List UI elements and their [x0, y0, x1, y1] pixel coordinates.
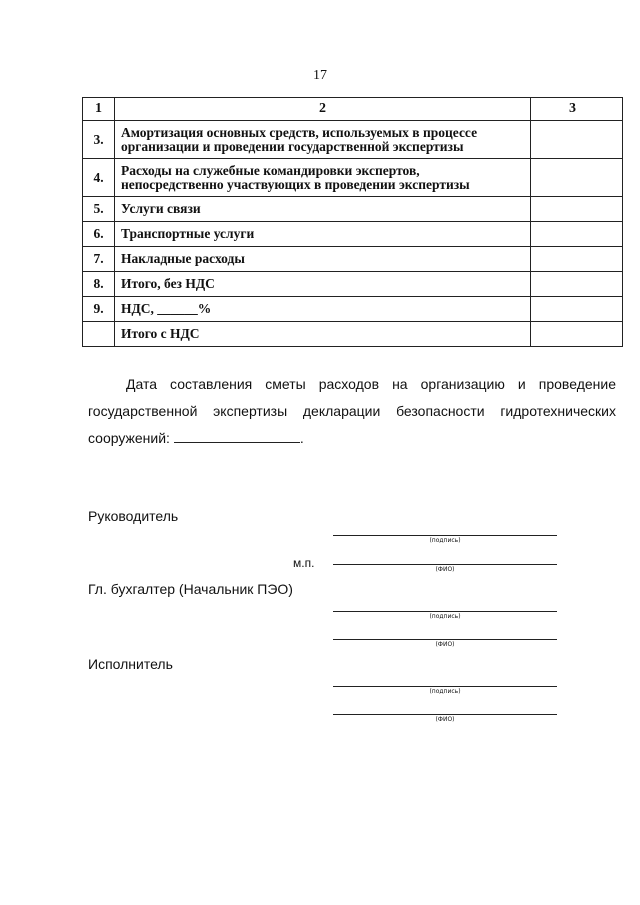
row-number: 3. [83, 121, 115, 159]
table-row [83, 272, 623, 297]
estimate-date-paragraph [88, 371, 616, 452]
row-name: Итого, без НДС [115, 272, 531, 297]
paragraph-word: сметы [265, 376, 306, 392]
row-name: Итого с НДС [115, 322, 531, 347]
manager-name-caption: (ФИО) [435, 566, 455, 573]
table-row [83, 322, 623, 347]
paragraph-word: проведение [538, 376, 616, 392]
accountant-label: Гл. бухгалтер (Начальник ПЭО) [88, 581, 293, 597]
paragraph-line-2 [88, 398, 616, 425]
row-value [531, 247, 623, 272]
row-value [531, 159, 623, 197]
header-col-2: 2 [115, 98, 531, 121]
row-name: Накладные расходы [115, 247, 531, 272]
paragraph-period: . [299, 430, 304, 446]
executor-signature-caption: (подпись) [429, 688, 461, 695]
row-value [531, 222, 623, 247]
table-row [83, 222, 623, 247]
paragraph-word: на [392, 376, 408, 392]
row-name: Расходы на служебные командировки экспертов, непосредственно участвующих в проведении экспертизы [115, 159, 531, 197]
table-row [83, 297, 623, 322]
paragraph-word: декларации [302, 403, 381, 419]
row-number: 5. [83, 197, 115, 222]
row-number: 7. [83, 247, 115, 272]
paragraph-word: организацию [420, 376, 505, 392]
cost-estimate-table [82, 97, 623, 347]
header-col-1: 1 [83, 98, 115, 121]
paragraph-line-1 [88, 371, 616, 398]
row-name: Амортизация основных средств, используемых в процессе организации и проведении государственной экспертизы [115, 121, 531, 159]
page-number: 17 [313, 68, 327, 83]
executor-name-caption: (ФИО) [435, 716, 455, 723]
paragraph-word: Дата [126, 376, 158, 392]
accountant-name-line[interactable] [333, 639, 557, 640]
paragraph-word: сооружений: [88, 430, 170, 446]
accountant-name-caption: (ФИО) [435, 641, 455, 648]
row-value [531, 322, 623, 347]
row-number [83, 322, 115, 347]
paragraph-line-3 [88, 425, 616, 452]
accountant-signature-line[interactable] [333, 611, 557, 612]
table-row [83, 159, 623, 197]
manager-signature-line[interactable] [333, 535, 557, 536]
paragraph-word: составления [170, 376, 253, 392]
table-row [83, 121, 623, 159]
date-blank-field[interactable] [174, 428, 300, 443]
table-row [83, 247, 623, 272]
row-number: 6. [83, 222, 115, 247]
row-value [531, 197, 623, 222]
manager-label: Руководитель [88, 508, 179, 524]
executor-name-line[interactable] [333, 714, 557, 715]
row-name: Транспортные услуги [115, 222, 531, 247]
row-name: НДС, ______% [115, 297, 531, 322]
accountant-signature-caption: (подпись) [429, 613, 461, 620]
row-number: 9. [83, 297, 115, 322]
executor-signature-line[interactable] [333, 686, 557, 687]
table-header-row [83, 98, 623, 121]
row-value [531, 272, 623, 297]
row-name: Услуги связи [115, 197, 531, 222]
row-number: 8. [83, 272, 115, 297]
row-value [531, 121, 623, 159]
paragraph-word: государственной [88, 403, 198, 419]
executor-label: Исполнитель [88, 656, 173, 672]
table-row [83, 197, 623, 222]
paragraph-word: расходов [318, 376, 380, 392]
stamp-place-label: м.п. [293, 556, 315, 570]
manager-signature-caption: (подпись) [429, 537, 461, 544]
paragraph-word: безопасности [396, 403, 485, 419]
row-value [531, 297, 623, 322]
paragraph-word: экспертизы [213, 403, 288, 419]
row-number: 4. [83, 159, 115, 197]
paragraph-word: и [517, 376, 526, 392]
header-col-3: 3 [531, 98, 623, 121]
manager-name-line[interactable] [333, 564, 557, 565]
paragraph-word: гидротехнических [500, 403, 616, 419]
